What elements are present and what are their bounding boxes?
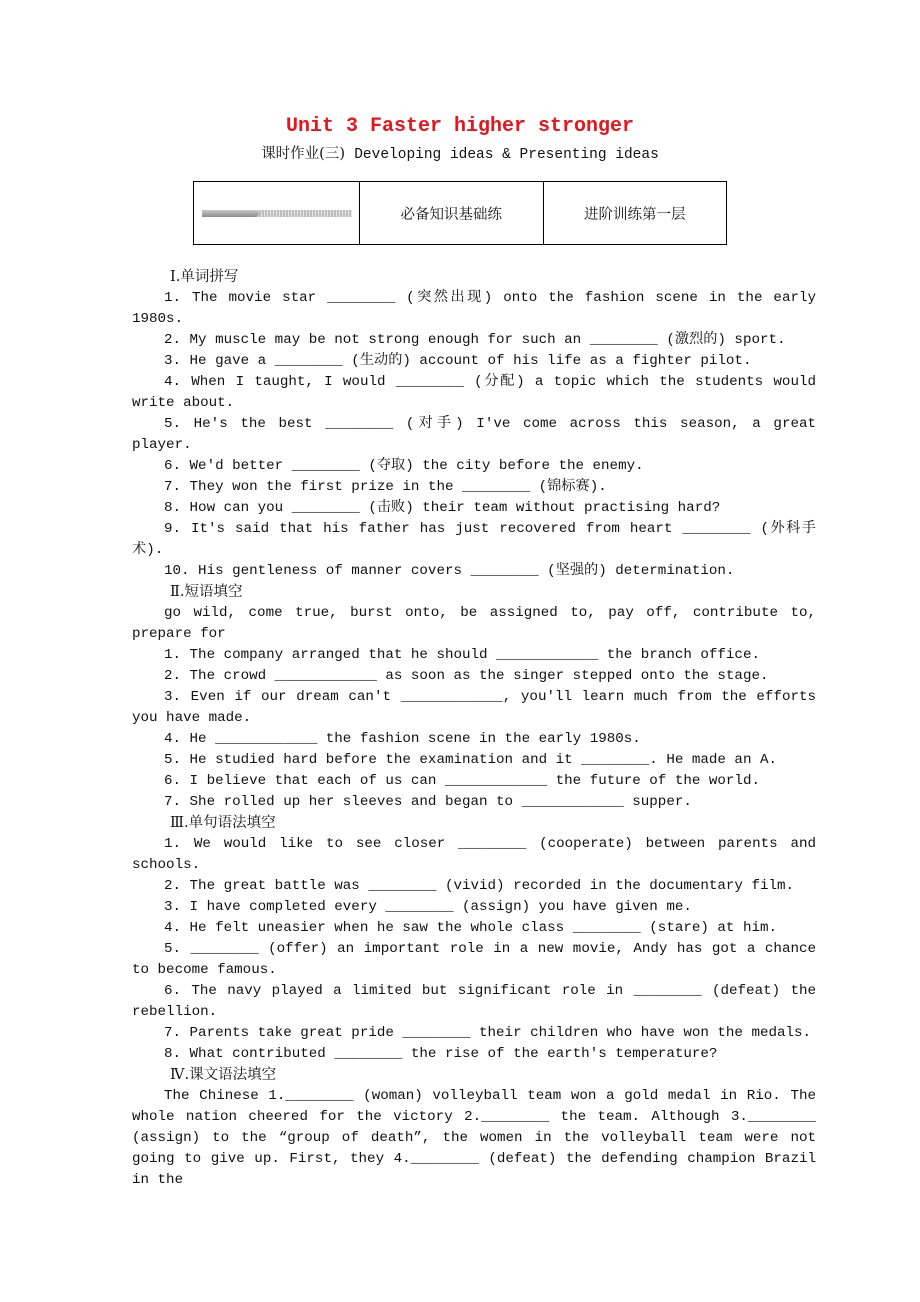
header-table [193,181,727,245]
list-item: 9. It's said that his father has just recovered from heart ________ (外科手术). [132,521,816,558]
section-heading: Ⅰ.单词拼写 [170,269,239,285]
progress-fill [202,210,259,217]
list-item: 1. The company arranged that he should ____________ the branch office. [164,647,760,663]
list-item: 3. Even if our dream can't ____________, you'll learn much from the efforts you have made. [132,689,816,726]
page-subtitle [0,142,920,163]
progress-cell [194,182,360,245]
list-item: 4. When I taught, I would ________ (分配) a topic which the students would write about. [132,374,816,411]
header-col-basic: 必备知识基础练 [360,182,544,245]
list-item: 6. I believe that each of us can ____________ the future of the world. [164,773,760,789]
subtitle-en: Developing ideas & Presenting ideas [354,147,659,163]
worksheet-body [132,267,816,1191]
section-heading: Ⅲ.单句语法填空 [170,815,276,831]
list-item: 4. He felt uneasier when he saw the whole class ________ (stare) at him. [164,920,777,936]
phrase-bank: go wild, come true, burst onto, be assigned to, pay off, contribute to, prepare for [132,605,816,642]
list-item: 1. The movie star ________ (突然出现) onto the fashion scene in the early 1980s. [132,290,816,327]
passage: The Chinese 1.________ (woman) volleyball team won a gold medal in Rio. The whole nation cheered for the victory 2.________ the team. Although 3.________ (assign) to the “group of death”, the women in the volleyball team were not going to give up. First, they 4.________ (defeat) the defending champion Brazil in the [132,1088,816,1188]
list-item: 2. The great battle was ________ (vivid) recorded in the documentary film. [164,878,795,894]
list-item: 7. Parents take great pride ________ their children who have won the medals. [164,1025,812,1041]
list-item: 3. I have completed every ________ (assign) you have given me. [164,899,692,915]
list-item: 7. They won the first prize in the ________ (锦标赛). [164,479,607,495]
list-item: 5. He studied hard before the examination and it ________. He made an A. [164,752,777,768]
list-item: 3. He gave a ________ (生动的) account of his life as a fighter pilot. [164,353,752,369]
subtitle-cn: 课时作业(三) [261,146,346,162]
list-item: 8. How can you ________ (击败) their team without practising hard? [164,500,721,516]
list-item: 6. The navy played a limited but significant role in ________ (defeat) the rebellion. [132,983,816,1020]
list-item: 5. He's the best ________ (对手) I've come across this season, a great player. [132,416,816,453]
section-heading: Ⅱ.短语填空 [170,584,243,600]
list-item: 2. The crowd ____________ as soon as the singer stepped onto the stage. [164,668,769,684]
section-heading: Ⅳ.课文语法填空 [170,1067,277,1083]
list-item: 5. ________ (offer) an important role in a new movie, Andy has got a chance to become famous. [132,941,816,978]
header-col-advanced: 进阶训练第一层 [543,182,727,245]
list-item: 10. His gentleness of manner covers ________ (坚强的) determination. [164,563,735,579]
list-item: 1. We would like to see closer ________ (cooperate) between parents and schools. [132,836,816,873]
list-item: 4. He ____________ the fashion scene in the early 1980s. [164,731,641,747]
page-title: Unit 3 Faster higher stronger [285,115,635,138]
list-item: 6. We'd better ________ (夺取) the city before the enemy. [164,458,644,474]
list-item: 7. She rolled up her sleeves and began to ____________ supper. [164,794,692,810]
progress-bar [202,210,352,217]
list-item: 2. My muscle may be not strong enough for such an ________ (激烈的) sport. [164,332,786,348]
list-item: 8. What contributed ________ the rise of the earth's temperature? [164,1046,718,1062]
